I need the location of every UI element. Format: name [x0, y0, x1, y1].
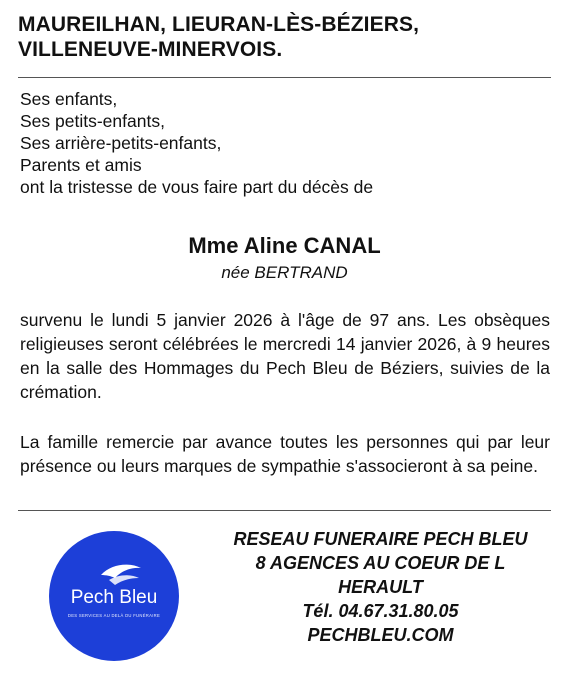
top-divider	[18, 77, 551, 78]
intro-line: Ses arrière-petits-enfants,	[20, 133, 222, 153]
pech-bleu-logo	[49, 531, 179, 661]
logo-wordmark: Pech Bleu	[70, 587, 158, 608]
family-intro	[20, 88, 550, 198]
obituary-notice	[18, 0, 551, 685]
bottom-divider	[18, 510, 551, 511]
agency-line-2: 8 AGENCES AU COEUR DE L	[255, 553, 506, 573]
deceased-name: Mme Aline CANAL	[188, 233, 381, 258]
agency-website: PECHBLEU.COM	[307, 625, 454, 645]
deceased-maiden-name: née BERTRAND	[221, 263, 348, 282]
agency-name: RESEAU FUNERAIRE PECH BLEU	[233, 529, 528, 549]
locality-line-1: MAUREILHAN, LIEURAN-LÈS-BÉZIERS,	[18, 13, 420, 36]
logo-tagline: DES SERVICES AU DELÀ DU FUNÉRAIRE	[67, 613, 161, 618]
family-thanks: La famille remercie par avance toutes les personnes qui par leur présence ou leurs marques de sympathie s'associeront à sa peine.	[20, 432, 550, 476]
funeral-details: survenu le lundi 5 janvier 2026 à l'âge de 97 ans. Les obsèques religieuses seront célébrées le mercredi 14 janvier 2026, à 9 heures en la salle des Hommages du Pech Bleu de Béziers, suivies de la crémation.	[20, 310, 550, 402]
intro-line: ont la tristesse de vous faire part du décès de	[20, 177, 374, 197]
locality-line-2: VILLENEUVE-MINERVOIS.	[18, 38, 283, 61]
funeral-agency-info	[208, 527, 553, 647]
intro-line: Ses enfants,	[20, 89, 118, 109]
intro-line: Parents et amis	[20, 155, 142, 175]
agency-phone: Tél. 04.67.31.80.05	[302, 601, 459, 621]
agency-line-3: HERAULT	[338, 577, 423, 597]
locality-header	[18, 12, 551, 62]
intro-line: Ses petits-enfants,	[20, 111, 165, 131]
